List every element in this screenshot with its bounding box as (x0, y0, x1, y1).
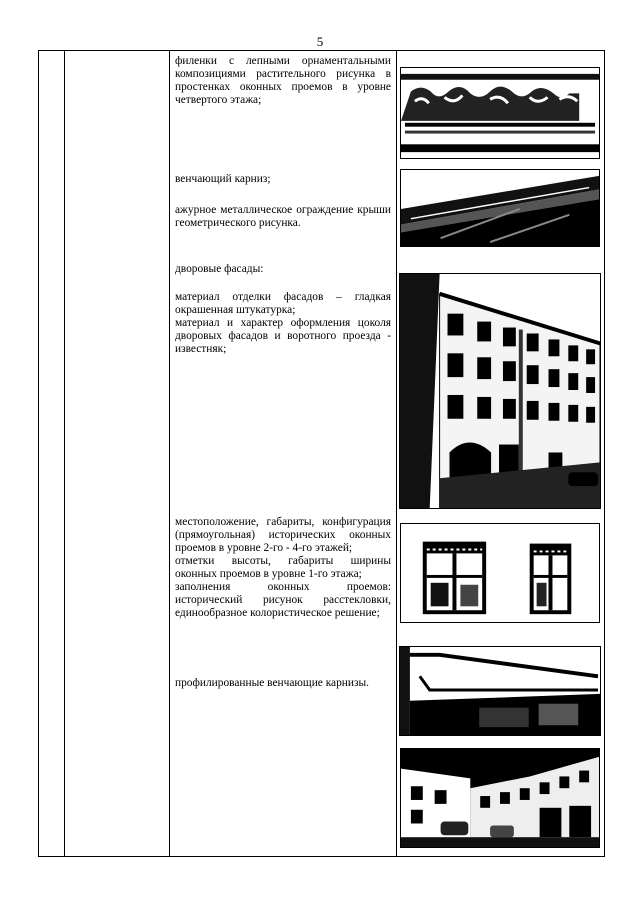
window-right (530, 544, 572, 615)
cornice-photo (400, 169, 600, 247)
text-block-cornices (175, 677, 391, 690)
text-block-cornice (175, 173, 391, 186)
page-number: 5 (316, 34, 324, 49)
text-block-ornamental-panels (175, 55, 391, 107)
courtyard-photo (400, 748, 600, 848)
heritage-table (38, 50, 605, 857)
column-divider (396, 51, 397, 856)
column-divider (169, 51, 170, 856)
paragraph: дворовые фасады: (175, 263, 264, 275)
paragraph: материал и характер оформления цоколя дворовых фасадов и воротного проезда - известняк; (175, 317, 391, 355)
paragraph: венчающий карниз; (175, 173, 271, 185)
paragraph: материал отделки фасадов – гладкая окрашенная штукатурка; (175, 291, 391, 316)
text-block-courtyard-heading (175, 263, 391, 276)
column-divider (64, 51, 65, 856)
text-block-windows (175, 516, 391, 620)
cornice-profile-photo (399, 646, 601, 736)
ornamental-panel-photo (400, 67, 600, 159)
paragraph: заполнения оконных проемов: исторический рисунок расстекловки, единообразное колористическое решение; (175, 581, 391, 619)
paragraph: профилированные венчающие карнизы. (175, 677, 369, 689)
windows-photo (400, 523, 600, 623)
text-block-facade-materials (175, 291, 391, 356)
paragraph: филенки с лепными орнаментальными композициями растительного рисунка в простенках оконных проемов в уровне четвертого этажа; (175, 55, 391, 106)
paragraph: местоположение, габариты, конфигурация (прямоугольная) исторических оконных проемов в уровне 2-го - 4-го этажей; (175, 516, 391, 554)
paragraph: ажурное металлическое ограждение крыши геометрического рисунка. (175, 204, 391, 229)
text-block-roof-fence (175, 204, 391, 230)
paragraph: отметки высоты, габариты ширины оконных проемов в уровне 1-го этажа; (175, 555, 391, 580)
window-left (423, 542, 486, 615)
courtyard-facade-photo (399, 273, 601, 509)
